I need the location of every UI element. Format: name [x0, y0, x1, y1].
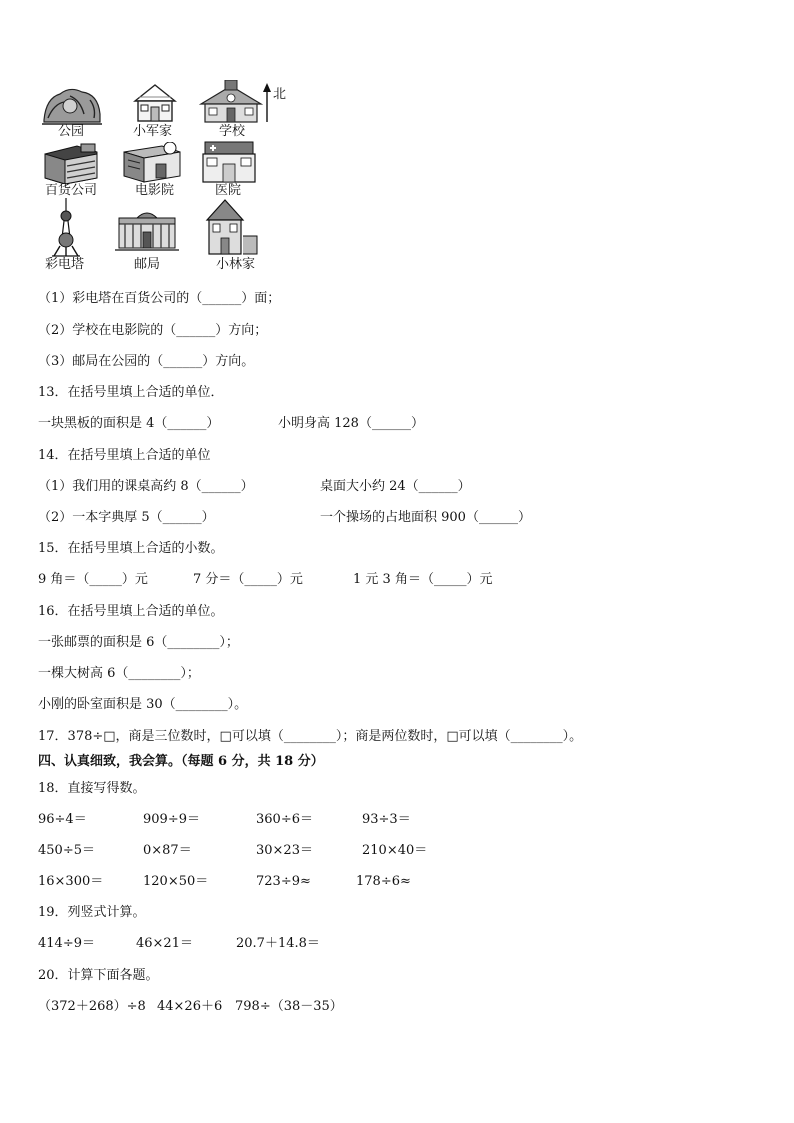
q18-cell: 360÷6＝: [256, 812, 313, 827]
q18-cell: 909÷9＝: [143, 812, 200, 827]
cinema-label: 电影院: [135, 183, 175, 198]
park-label: 公园: [58, 124, 85, 139]
q15-item-3: 1 元 3 角＝（_____）元: [353, 572, 493, 587]
q19-title: 19．列竖式计算。: [38, 905, 146, 920]
q14-row1-right: 桌面大小约 24（______）: [320, 479, 471, 494]
q16-title: 16．在括号里填上合适的单位。: [38, 604, 224, 619]
xiaolin-home-icon: [199, 196, 261, 258]
q20-item-2: 44×26＋6: [157, 999, 223, 1014]
north-label: 北: [273, 87, 287, 102]
q18-cell: 723÷9≈: [256, 874, 311, 889]
q19-item-3: 20.7＋14.8＝: [236, 936, 320, 951]
q14-row2-left: （2）一本字典厚 5（______）: [38, 510, 215, 525]
tv-tower-icon: [48, 198, 84, 258]
q18-title: 18．直接写得数。: [38, 781, 146, 796]
q12-item-3: （3）邮局在公园的（______）方向。: [38, 354, 255, 369]
q15-item-1: 9 角＝（_____）元: [38, 572, 148, 587]
q14-title: 14．在括号里填上合适的单位: [38, 448, 211, 463]
q18-cell: 16×300＝: [38, 874, 104, 889]
q13-title: 13．在括号里填上合适的单位．: [38, 385, 224, 400]
q18-cell: 0×87＝: [143, 843, 192, 858]
school-icon: [199, 80, 263, 124]
cinema-icon: [122, 142, 182, 184]
xiaolin-home-label: 小林家: [216, 257, 256, 272]
q18-cell: 210×40＝: [362, 843, 428, 858]
q14-row1-left: （1）我们用的课桌高约 8（______）: [38, 479, 254, 494]
q14-row2-right: 一个操场的占地面积 900（______）: [320, 510, 531, 525]
q13-right: 小明身高 128（______）: [278, 416, 424, 431]
q20-item-1: （372＋268）÷8: [38, 999, 146, 1014]
hospital-label: 医院: [215, 183, 242, 198]
q15-title: 15．在括号里填上合适的小数。: [38, 541, 224, 556]
post-office-label: 邮局: [134, 257, 161, 272]
q19-item-1: 414÷9＝: [38, 936, 95, 951]
department-store-label: 百货公司: [45, 183, 98, 198]
section-4-heading: 四、认真细致，我会算。（每题 6 分，共 18 分）: [38, 754, 324, 769]
q16-item-1: 一张邮票的面积是 6（________）；: [38, 635, 239, 650]
q13-left: 一块黑板的面积是 4（______）: [38, 416, 220, 431]
park-icon: [40, 84, 104, 126]
q20-item-3: 798÷（38－35）: [235, 999, 343, 1014]
hospital-icon: [201, 140, 257, 184]
q15-item-2: 7 分＝（_____）元: [193, 572, 303, 587]
post-office-icon: [115, 208, 179, 252]
q19-item-2: 46×21＝: [136, 936, 193, 951]
department-store-icon: [41, 142, 101, 184]
tv-tower-label: 彩电塔: [45, 257, 85, 272]
q18-cell: 178÷6≈: [356, 874, 411, 889]
q18-cell: 120×50＝: [143, 874, 209, 889]
q18-cell: 93÷3＝: [362, 812, 411, 827]
q18-cell: 96÷4＝: [38, 812, 87, 827]
xiaojun-home-label: 小军家: [133, 124, 173, 139]
q18-cell: 30×23＝: [256, 843, 313, 858]
house-icon: [131, 83, 179, 123]
q12-item-1: （1）彩电塔在百货公司的（______）面；: [38, 291, 281, 306]
north-arrow-icon: [262, 82, 272, 122]
q20-title: 20．计算下面各题。: [38, 968, 159, 983]
q18-cell: 450÷5＝: [38, 843, 95, 858]
school-label: 学校: [219, 124, 246, 139]
q12-item-2: （2）学校在电影院的（______）方向；: [38, 323, 268, 338]
q16-item-3: 小刚的卧室面积是 30（________）。: [38, 697, 248, 712]
q16-item-2: 一棵大树高 6（________）；: [38, 666, 200, 681]
q17-text: 17．378÷□，商是三位数时，□可以填（________）；商是两位数时，□可以填（________）。: [38, 729, 583, 744]
